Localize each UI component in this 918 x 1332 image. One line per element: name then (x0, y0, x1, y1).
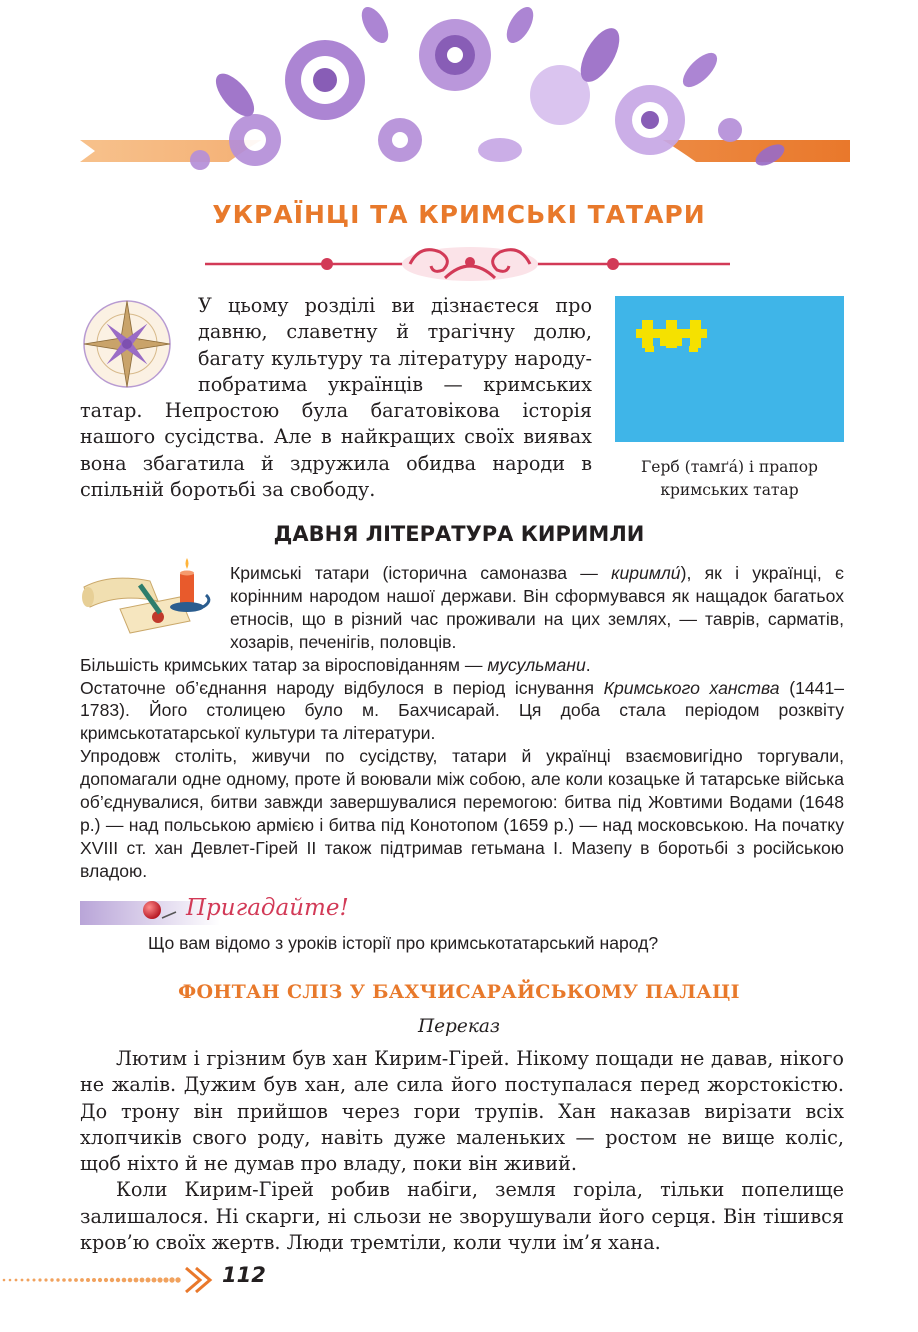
paragraph-4: Упродовж століть, живучи по сусідству, татари й українці взаємовигідно торгували, допомагали одне одному, проте й воювали між собою, але коли козацьке й татарське війська об’єднувалися, битви завжди завершувалися перемогою: битва під Жовтими Водами (1648 р.) — над польською армією і битва під Конотопом (1659 р.) — над московською. На початку XVIII ст. хан Девлет-Гірей II також підтримав гетьмана І. Мазепу в боротьбі з російською владою. (80, 746, 844, 881)
section-title: ДАВНЯ ЛІТЕРАТУРА КИРИМЛИ (273, 522, 645, 546)
story-paragraph-1: Лютим і грізним був хан Кирим-Гірей. Нікому пощади не давав, нікого не жалів. Дужим був хан, але сила його поступалася перед жорстокістю. До трону він прийшов через гори трупів. Хан наказав вирізати всіх хлопчиків свого роду, навіть дуже маленьких — ростом не вище коліс, щоб ніхто й не думав про владу, поки він живий. (80, 1047, 844, 1176)
literature-text (80, 562, 844, 883)
flag-caption (612, 456, 847, 502)
story-subtitle: Переказ (417, 1016, 501, 1037)
paragraph-2: Більшість кримських татар за віросповіданням — мусульмани. (80, 654, 591, 675)
paragraph-3: Остаточне об’єднання народу відбулося в період існування Кримського ханства (1441–1783). Його столицею було м. Бахчисарай. Ця доба стала періодом розквіту кримськотатарської культури та літератури. (80, 677, 845, 744)
red-pin-icon (143, 901, 161, 919)
page-number: 112 (222, 1263, 266, 1287)
story-text (80, 1046, 844, 1256)
header-ornament (0, 0, 918, 185)
story-paragraph-2: Коли Кирим-Гірей робив набіги, земля горіла, тільки попелище залишалося. Ні скарги, ні сльози не зворушували його серця. Він тішився кров’ю своїх жертв. Люди тремтіли, коли чули ім’я хана. (80, 1178, 844, 1255)
footer-arrow (0, 1265, 215, 1295)
paragraph-1: Кримські татари (історична самоназва — киримли́), як і українці, є корінним народом нашої держави. Він сформувався як нащадок багатьох етносів, що в різний час проживали на цих землях, — таврів, сарматів, хозарів, печенігів, половців. (230, 563, 844, 652)
crimean-tatar-flag (615, 296, 844, 442)
question-text: Що вам відомо з уроків історії про кримськотатарський народ? (148, 933, 659, 953)
flag-caption-line2: кримських татар (660, 481, 799, 499)
tamga-icon (636, 320, 707, 352)
title-divider (205, 238, 730, 290)
intro-text: У цьому розділі ви дізнаєтеся про давню, славетну й трагічну долю, багату культуру та літературу народу-побратима українців — кримських татар. Непростою була багатовікова історія нашого сусідства. Але в найкращих своїх виявах вона збагатила й здружила обидва народи в спільній боротьбі за свободу. (80, 294, 592, 502)
remember-label: Пригадайте! (186, 895, 349, 921)
story-title: ФОНТАН СЛІЗ У БАХЧИСАРАЙСЬКОМУ ПАЛАЦІ (178, 981, 740, 1003)
chapter-title: УКРАЇНЦІ ТА КРИМСЬКІ ТАТАРИ (212, 200, 706, 229)
flag-caption-line1: Герб (тамґа́) і прапор (641, 458, 818, 476)
intro-paragraph (80, 293, 592, 503)
